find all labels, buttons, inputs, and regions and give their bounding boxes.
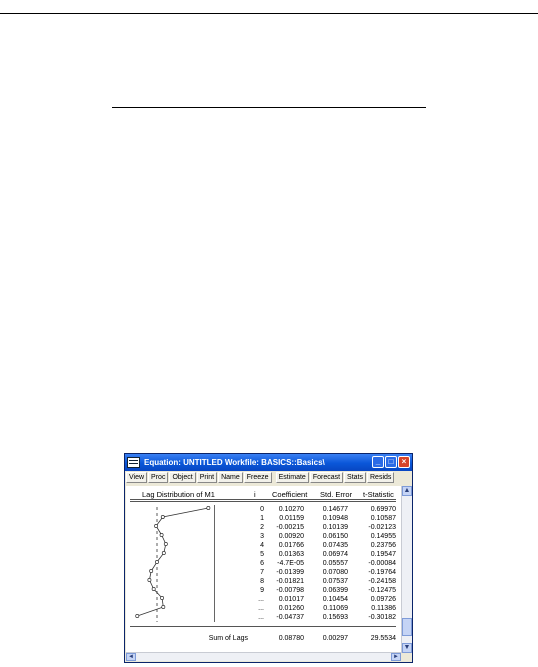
output-table[interactable] (126, 486, 401, 653)
row-std-error: 0.10454 (322, 596, 348, 603)
row-coefficient: 0.00920 (278, 533, 304, 540)
toolbar (125, 471, 412, 486)
equation-window-icon[interactable] (127, 457, 140, 468)
row-t-statistic: 0.14955 (370, 533, 396, 540)
print-button[interactable]: Print (197, 472, 217, 483)
row-std-error: 0.07435 (322, 542, 348, 549)
plot-title: Lag Distribution of M1 (142, 490, 215, 499)
row-coefficient: 0.10270 (278, 506, 304, 513)
plot-divider (214, 505, 215, 622)
row-std-error: 0.06150 (322, 533, 348, 540)
scroll-up-button[interactable]: ▲ (403, 487, 411, 494)
row-t-statistic: -0.24158 (368, 578, 396, 585)
lag-point (161, 515, 164, 518)
lag-point (160, 533, 163, 536)
lag-point (207, 506, 210, 509)
row-coefficient: -0.01821 (276, 578, 304, 585)
window-titlebar[interactable] (125, 454, 412, 471)
row-t-statistic: -0.02123 (368, 524, 396, 531)
row-index: 2 (260, 524, 264, 531)
header-std-error: Std. Error (320, 490, 353, 499)
row-index: 0 (260, 506, 264, 513)
row-t-statistic: -0.00084 (368, 560, 396, 567)
sum-rule (130, 626, 396, 627)
row-t-statistic: 0.11386 (371, 605, 396, 612)
row-index: 5 (260, 551, 264, 558)
forecast-button[interactable]: Forecast (310, 472, 343, 483)
header-i: i (254, 490, 256, 499)
row-coefficient: 0.01766 (278, 542, 304, 549)
row-coefficient: -0.04737 (276, 614, 304, 621)
equation-window (124, 453, 413, 663)
lag-point (155, 560, 158, 563)
row-coefficient: -0.01399 (276, 569, 304, 576)
sum-coefficient: 0.08780 (278, 635, 304, 642)
scroll-right-button[interactable]: ► (391, 653, 401, 661)
row-t-statistic: 0.09726 (370, 596, 396, 603)
row-index: 8 (260, 578, 264, 585)
row-t-statistic: -0.30182 (368, 614, 396, 621)
scroll-left-button[interactable]: ◄ (126, 653, 136, 661)
sum-std-error: 0.00297 (322, 635, 348, 642)
object-button[interactable]: Object (169, 472, 195, 483)
scroll-down-button[interactable]: ▼ (403, 644, 411, 651)
row-std-error: 0.14677 (322, 506, 348, 513)
name-button[interactable]: Name (218, 472, 243, 483)
row-t-statistic: 0.10587 (370, 515, 396, 522)
row-index: 7 (260, 569, 264, 576)
row-coefficient: 0.01159 (279, 515, 304, 522)
row-index: ... (258, 596, 264, 603)
row-index: ... (258, 605, 264, 612)
row-std-error: 0.06399 (322, 587, 348, 594)
row-std-error: 0.06974 (322, 551, 348, 558)
row-std-error: 0.10948 (322, 515, 348, 522)
row-std-error: 0.05557 (322, 560, 348, 567)
header-rule-top (130, 499, 396, 500)
sum-t-statistic: 29.5534 (370, 635, 396, 642)
lag-point (160, 596, 163, 599)
close-button[interactable]: × (398, 456, 410, 468)
row-index: 1 (260, 515, 264, 522)
row-index: 6 (260, 560, 264, 567)
maximize-button[interactable]: □ (385, 456, 397, 468)
stats-button[interactable]: Stats (344, 472, 366, 483)
row-std-error: 0.15693 (322, 614, 348, 621)
resids-button[interactable]: Resids (367, 472, 394, 483)
vertical-scrollbar[interactable] (401, 486, 412, 653)
row-index: 4 (260, 542, 264, 549)
lag-point (152, 587, 155, 590)
row-std-error: 0.07080 (322, 569, 348, 576)
row-t-statistic: 0.69970 (370, 506, 396, 513)
lag-point (164, 542, 167, 545)
row-coefficient: 0.01017 (278, 596, 304, 603)
lag-point (162, 551, 165, 554)
lag-point (150, 569, 153, 572)
row-index: 9 (260, 587, 264, 594)
row-index: 3 (260, 533, 264, 540)
row-t-statistic: 0.23756 (370, 542, 396, 549)
page-top-rule (0, 13, 538, 14)
page-divider-rule (112, 107, 426, 108)
header-rule-bottom (130, 501, 396, 502)
row-coefficient: -4.7E-05 (277, 560, 304, 567)
lag-point (155, 524, 158, 527)
row-coefficient: -0.00215 (276, 524, 304, 531)
row-t-statistic: 0.19547 (370, 551, 396, 558)
row-t-statistic: -0.12475 (368, 587, 396, 594)
row-coefficient: 0.01260 (278, 605, 304, 612)
lag-distribution-line (137, 508, 208, 616)
vertical-scroll-thumb[interactable] (402, 618, 412, 636)
header-coefficient: Coefficient (272, 490, 308, 499)
horizontal-scrollbar[interactable] (126, 652, 401, 661)
view-button[interactable]: View (126, 472, 147, 483)
lag-point (136, 614, 139, 617)
estimate-button[interactable]: Estimate (276, 472, 309, 483)
row-std-error: 0.11069 (323, 605, 348, 612)
row-std-error: 0.07537 (322, 578, 348, 585)
lag-point (148, 578, 151, 581)
freeze-button[interactable]: Freeze (244, 472, 272, 483)
header-t-statistic: t-Statistic (363, 490, 394, 499)
row-coefficient: 0.01363 (278, 551, 304, 558)
row-coefficient: -0.00798 (276, 587, 304, 594)
proc-button[interactable]: Proc (148, 472, 168, 483)
row-t-statistic: -0.19764 (368, 569, 396, 576)
row-std-error: 0.10139 (322, 524, 348, 531)
lag-point (162, 605, 165, 608)
window-title: Equation: UNTITLED Workfile: BASICS::Basics\ (144, 458, 325, 467)
minimize-button[interactable]: _ (372, 456, 384, 468)
lag-distribution-plot (130, 505, 214, 622)
row-index: ... (258, 614, 264, 621)
sum-of-lags-label: Sum of Lags (208, 635, 248, 642)
